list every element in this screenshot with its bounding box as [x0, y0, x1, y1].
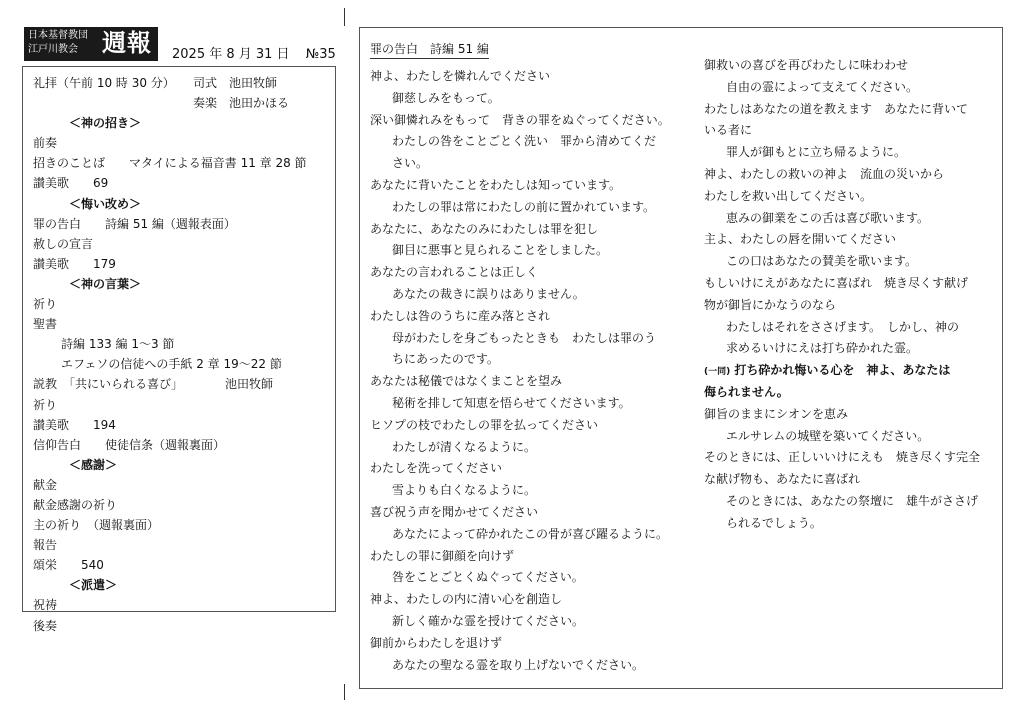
psalm-line	[704, 77, 980, 99]
psalm-line	[704, 491, 980, 513]
service-time: 礼拝（午前 10 時 30 分）	[33, 76, 175, 90]
service-time-row	[33, 73, 331, 93]
program-item: 罪の告白 詩編 51 編（週報表面）	[33, 216, 236, 231]
psalm-line	[370, 262, 670, 284]
psalm-line-text: ちにあったのです。	[392, 352, 499, 367]
psalm-line-text: エルサレムの城壁を築いてください。	[726, 428, 930, 443]
psalm-line-text: 求めるいけにえは打ち砕かれた霊。	[726, 341, 919, 356]
psalm-line-text: わたしを洗ってください	[370, 461, 503, 476]
psalm-line-text: 御旨のままにシオンを恵み	[704, 406, 849, 421]
psalm-line-text: 御救いの喜びを再びわたしに味わわせ	[704, 58, 909, 72]
program-item: 招きのことば マタイによる福音書 11 章 28 節	[33, 156, 307, 171]
program-item: 讃美歌 69	[33, 176, 109, 191]
psalm-line-text: 主よ、わたしの唇を開いてください	[704, 232, 897, 247]
psalm-line-text: あなたは秘儀ではなくまことを望み	[370, 374, 563, 389]
section-heading: ＜感謝＞	[69, 457, 118, 472]
psalm-line-text: 御前からわたしを退けず	[370, 635, 503, 650]
church-name: 江戸川教会	[28, 44, 78, 55]
psalm-line	[704, 382, 980, 404]
psalm-line-text: あなたに背いたことをわたしは知っています。	[370, 177, 622, 192]
psalm-line-text: そのときには、正しいいけにえも 焼き尽くす完全	[704, 450, 981, 465]
psalm-line-text: あなたによって砕かれたこの骨が喜び躍るように。	[392, 526, 669, 541]
psalm-line	[370, 306, 670, 328]
section-heading: ＜悔い改め＞	[69, 196, 142, 211]
organist: 奏楽 池田かほる	[193, 96, 290, 111]
program-item: 報告	[33, 538, 58, 553]
program-item: 聖書	[33, 317, 58, 332]
program-item: 献金感謝の祈り	[33, 497, 118, 512]
psalm-line	[370, 546, 670, 568]
psalm-line-text: 深い御憐れみをもって 背きの罪をぬぐってください。	[370, 112, 670, 127]
psalm-line	[370, 131, 670, 153]
psalm-line-text: 自由の霊によって支えてください。	[726, 79, 919, 94]
program-item: 前奏	[33, 136, 58, 151]
bulletin-title: 週報	[102, 29, 152, 57]
psalm-line	[704, 142, 980, 164]
psalm-line	[704, 295, 980, 317]
psalm-line-text: そのときには、あなたの祭壇に 雄牛がささげ	[726, 493, 979, 508]
psalm-line	[370, 371, 670, 393]
psalm-line	[704, 120, 980, 142]
psalm-line	[704, 317, 980, 339]
program-item: 赦しの宣言	[33, 236, 94, 251]
psalm-line	[370, 655, 670, 677]
section-heading: ＜神の言葉＞	[69, 276, 142, 291]
psalm-line	[370, 240, 670, 262]
order-of-service-panel	[22, 66, 336, 633]
psalm-line	[370, 153, 670, 175]
program-item: 讃美歌 194	[33, 417, 116, 432]
psalm-line-text: ヒソプの枝でわたしの罪を払ってください	[370, 417, 599, 432]
psalm-line	[704, 360, 980, 382]
psalm-line	[370, 633, 670, 655]
psalm-line	[370, 349, 670, 371]
program-item: 献金	[33, 477, 58, 492]
psalm-line-text: 御慈しみをもって。	[392, 90, 500, 105]
program-item: 説教 「共にいられる喜び」 池田牧師	[33, 377, 274, 392]
officiant: 司式 池田牧師	[193, 76, 278, 90]
psalm-line-text: わたしはそれをささげます。 しかし、神の	[726, 319, 960, 334]
psalm-line	[704, 404, 980, 426]
program-item: 主の祈り （週報裏面）	[33, 518, 160, 533]
psalm-line	[704, 55, 980, 77]
psalm-line	[704, 164, 980, 186]
psalm-line	[370, 611, 670, 633]
psalm-line	[370, 88, 670, 110]
psalm-line	[370, 437, 670, 459]
psalm-line-text: わたしはあなたの道を教えます あなたに背いて	[704, 101, 969, 116]
psalm-line-text: あなたの裁きに誤りはありません。	[392, 286, 585, 301]
psalm-line	[370, 175, 670, 197]
psalm-line-text: 喜び祝う声を聞かせてください	[370, 504, 539, 519]
psalm-line	[370, 502, 670, 524]
psalm-line-text: 母がわたしを身ごもったときも わたしは罪のう	[392, 330, 657, 345]
psalm-line	[704, 273, 980, 295]
psalm-line	[704, 426, 980, 448]
fold-line-bottom	[344, 684, 345, 700]
psalm-line	[370, 458, 670, 480]
psalm-line-text: いる者に	[704, 123, 753, 138]
psalm-column-2	[704, 55, 980, 535]
program-item: 祈り	[33, 297, 58, 312]
psalm-line	[370, 567, 670, 589]
psalm-line-text: わたしが清くなるように。	[392, 439, 537, 454]
psalm-line	[370, 589, 670, 611]
psalm-line	[704, 208, 980, 230]
psalm-title: 罪の告白 詩編 51 編	[370, 40, 489, 59]
psalm-line-text: わたしの罪に御顔を向けず	[370, 548, 515, 563]
psalm-line-text: 雪よりも白くなるように。	[392, 483, 537, 498]
program-item: 頌栄 540	[33, 558, 104, 573]
program-item: エフェソの信徒への手紙 2 章 19～22 節	[61, 357, 282, 372]
psalm-line	[370, 219, 670, 241]
program-item: 祈り	[33, 397, 58, 412]
congregation-marker: (一同)	[704, 367, 731, 378]
psalm-line-text: 恵みの御業をこの舌は喜び歌います。	[726, 210, 930, 225]
psalm-line-text: 咎をことごとくぬぐってください。	[392, 570, 584, 585]
psalm-line-text: られるでしょう。	[726, 515, 822, 530]
psalm-line	[704, 251, 980, 273]
section-heading: ＜派遣＞	[69, 578, 118, 593]
psalm-line	[370, 393, 670, 415]
psalm-line	[370, 197, 670, 219]
psalm-line-text: わたしは咎のうちに産み落とされ	[370, 308, 551, 323]
psalm-line	[704, 186, 980, 208]
section-heading: ＜神の招き＞	[69, 116, 142, 131]
program-item: 詩編 133 編 1～3 節	[61, 337, 175, 352]
psalm-line	[370, 66, 670, 88]
psalm-line-text: 神よ、わたしの内に清い心を創造し	[370, 592, 563, 607]
psalm-line-text: さい。	[392, 156, 429, 171]
psalm-column-1	[370, 66, 670, 676]
psalm-line-text: あなたの聖なる霊を取り上げないでください。	[392, 657, 645, 672]
psalm-line-text: 神よ、わたしの救いの神よ 流血の災いから	[704, 166, 945, 181]
program-item: 讃美歌 179	[33, 256, 116, 271]
psalm-line	[370, 415, 670, 437]
church-logo-block	[24, 27, 158, 61]
psalm-line	[370, 328, 670, 350]
order-of-service	[33, 73, 331, 636]
psalm-line-text: あなたの言われることは正しく	[370, 265, 539, 280]
psalm-line-text: 罪人が御もとに立ち帰るように。	[726, 145, 907, 160]
dateline	[172, 43, 348, 62]
psalm-line-text: 御目に悪事と見られることをしました。	[392, 243, 609, 258]
psalm-line	[704, 513, 980, 535]
psalm-line-text: 神よ、わたしを憐れんでください	[370, 69, 551, 83]
psalm-line-text: 物が御旨にかなうのなら	[704, 297, 837, 312]
psalm-line-text: な献げ物も、あなたに喜ばれ	[704, 472, 861, 487]
bulletin-date: 2025 年 8 月 31 日	[172, 47, 290, 62]
program-item: 祝祷	[33, 598, 58, 613]
psalm-line-text: この口はあなたの賛美を歌います。	[726, 254, 918, 269]
church-denomination: 日本基督教団	[28, 30, 88, 41]
psalm-line-text: 新しく確かな霊を授けてください。	[392, 613, 585, 628]
psalm-line	[704, 99, 980, 121]
psalm-line	[370, 284, 670, 306]
psalm-line-text: わたしの罪は常にわたしの前に置かれています。	[392, 199, 656, 214]
psalm-line-text: わたしの咎をことごとく洗い 罪から清めてくだ	[392, 134, 657, 149]
psalm-line	[704, 469, 980, 491]
bulletin-number: №35	[305, 47, 336, 62]
program-item: 信仰告白 使徒信条（週報裏面）	[33, 437, 226, 452]
psalm-line-text: あなたに、あなたのみにわたしは罪を犯し	[370, 221, 599, 236]
psalm-line-text: わたしを救い出してください。	[704, 188, 873, 203]
psalm-line	[704, 229, 980, 251]
psalm-line	[704, 338, 980, 360]
psalm-line-text: 打ち砕かれ悔いる心を 神よ、あなたは	[734, 363, 951, 378]
psalm-line	[370, 110, 670, 132]
program-item: 後奏	[33, 618, 58, 633]
organist-row	[33, 93, 331, 113]
psalm-line	[370, 524, 670, 546]
fold-line-top	[344, 8, 345, 26]
psalm-line	[370, 480, 670, 502]
psalm-line-text: 秘術を排して知恵を悟らせてくださいます。	[392, 395, 631, 410]
psalm-line-text: 侮られません。	[704, 384, 789, 399]
psalm-line-text: もしいけにえがあなたに喜ばれ 焼き尽くす献げ	[704, 275, 969, 290]
psalm-line	[704, 447, 980, 469]
